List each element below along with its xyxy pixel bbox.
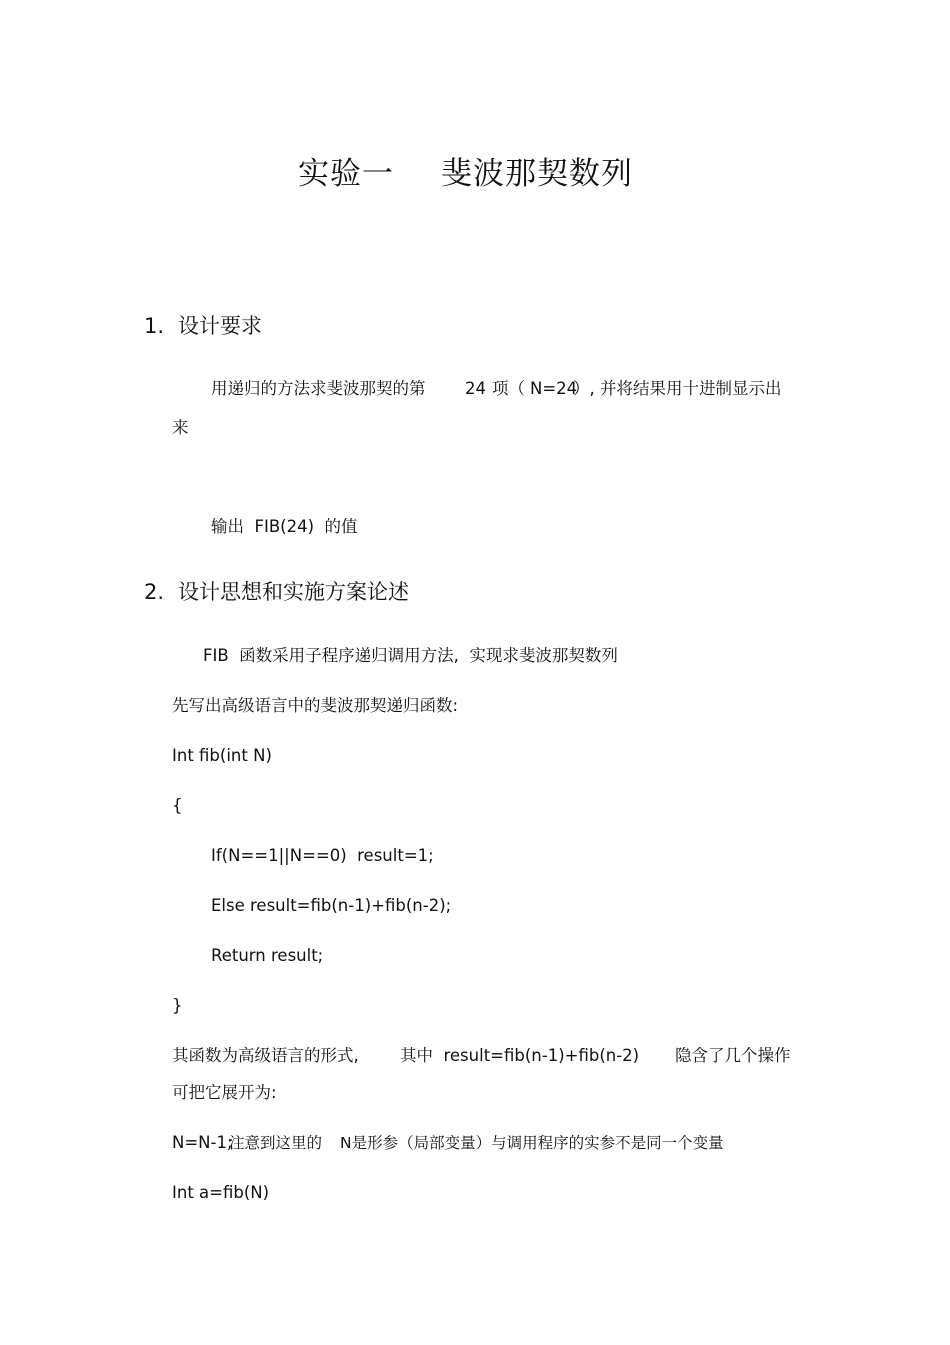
requirement-text-b: 项（ bbox=[492, 379, 525, 398]
requirement-text-c: ）, 并将结果用十进制显示出 bbox=[573, 379, 782, 398]
requirement-text-a: 用递归的方法求斐波那契的第 bbox=[211, 379, 426, 398]
code-line-1: If(N==1||N==0) result=1; bbox=[211, 846, 434, 865]
section2-heading: 设计思想和实施方案论述 bbox=[178, 580, 409, 604]
explain-part-b: 其中 result=fib(n-1)+fib(n-2) bbox=[400, 1046, 640, 1065]
requirement-term-number: 24 bbox=[465, 379, 486, 398]
step2-code: Int a=fib(N) bbox=[172, 1183, 270, 1202]
section1-heading: 设计要求 bbox=[178, 314, 262, 338]
code-open-brace: { bbox=[172, 796, 183, 815]
explain-part-a: 其函数为高级语言的形式, bbox=[172, 1046, 359, 1065]
section2-number: 2. bbox=[144, 580, 165, 604]
section2-intro: FIB 函数采用子程序递归调用方法, 实现求斐波那契数列 bbox=[203, 646, 618, 665]
code-signature: Int fib(int N) bbox=[172, 746, 272, 765]
document-title-part2: 斐波那契数列 bbox=[441, 156, 633, 192]
output-line: 输出 FIB(24) 的值 bbox=[211, 517, 358, 536]
step1-comment-a: 注意到这里的 bbox=[229, 1134, 323, 1152]
step1-comment-b: N是形参（局部变量）与调用程序的实参不是同一个变量 bbox=[340, 1134, 724, 1152]
document-title-part1: 实验一 bbox=[298, 156, 394, 192]
section2-lead: 先写出高级语言中的斐波那契递归函数: bbox=[172, 696, 459, 715]
section1-number: 1. bbox=[144, 314, 165, 338]
explain-continuation: 可把它展开为: bbox=[172, 1083, 277, 1102]
step1-code: N=N-1; bbox=[172, 1133, 233, 1152]
requirement-n-value: N=24 bbox=[530, 379, 578, 398]
code-line-3: Return result; bbox=[211, 946, 324, 965]
code-line-2: Else result=fib(n-1)+fib(n-2); bbox=[211, 896, 452, 915]
explain-part-c: 隐含了几个操作 bbox=[675, 1046, 791, 1065]
requirement-continuation: 来 bbox=[172, 418, 189, 437]
code-close-brace: } bbox=[172, 996, 183, 1015]
